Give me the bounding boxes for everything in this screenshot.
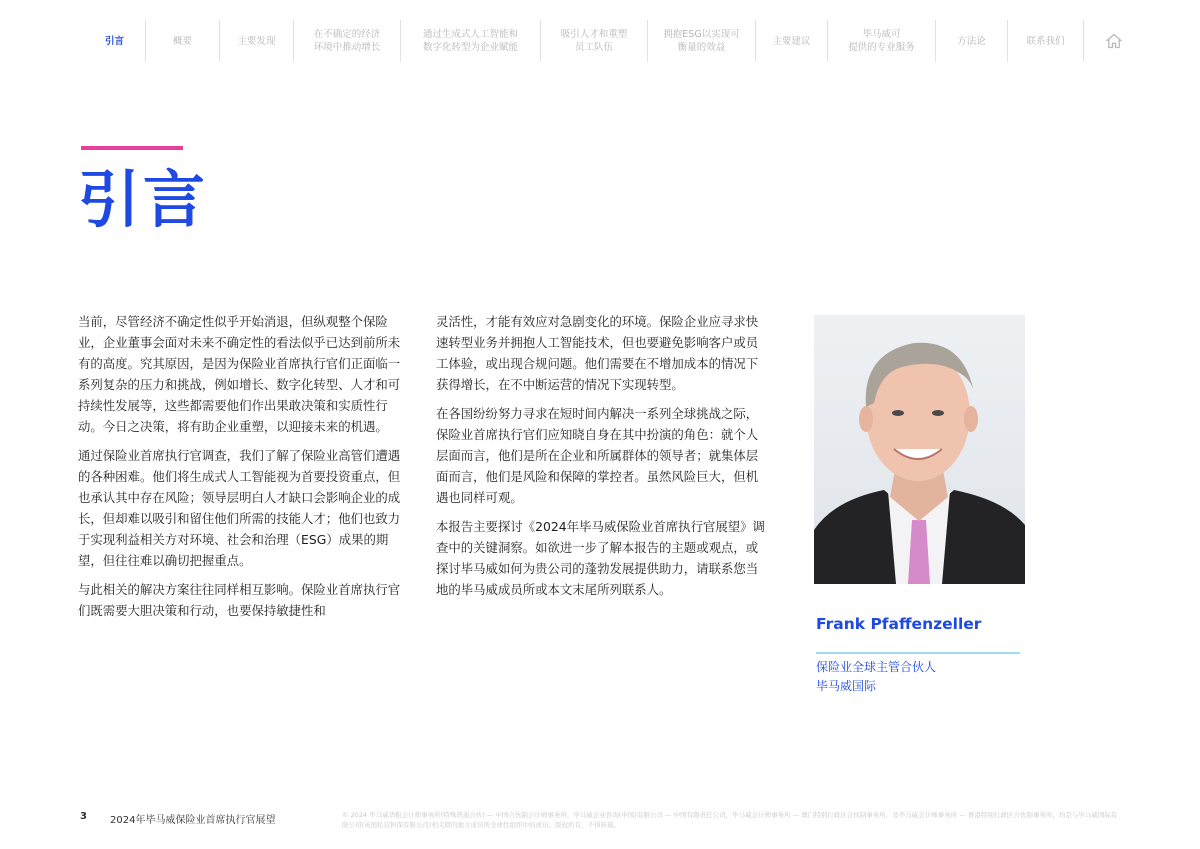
title-accent-bar xyxy=(81,146,183,150)
paragraph: 与此相关的解决方案往往同样相互影响。保险业首席执行官们既需要大胆决策和行动，也要保持敏捷性和 xyxy=(78,582,401,618)
portrait-photo xyxy=(814,315,1025,584)
profile-role xyxy=(816,658,936,696)
page-number: 3 xyxy=(80,811,87,822)
profile-role-title: 保险业全球主管合伙人 xyxy=(816,660,937,674)
footer-document-title: 2024年毕马威保险业首席执行官展望 xyxy=(110,815,276,826)
body-column-middle xyxy=(436,311,768,608)
nav-item-key-findings[interactable]: 主要发现 xyxy=(220,20,294,62)
nav-item-recommendations[interactable]: 主要建议 xyxy=(756,20,828,62)
paragraph: 本报告主要探讨《2024年毕马威保险业首席执行官展望》调查中的关键洞察。如欲进一步了解本报告的主题或观点，或探讨毕马威如何为贵公司的蓬勃发展提供助力，请联系您当地的毕马威成员所或本文末尾所列联系人。 xyxy=(436,519,765,597)
nav-item-contact[interactable]: 联系我们 xyxy=(1008,20,1084,62)
footer-legal-text: © 2024 毕马威华振会计师事务所(特殊普通合伙) — 中国合伙制会计师事务所，毕马威企业咨询(中国)有限公司 — 中国有限责任公司，毕马威会计师事务所 — 澳门特别行政区合伙制事务所，及毕马威会计师事务所 — 香港特别行政区合伙制事务所，均是与毕马威国际有限公司(英国私营担保有限公司)相关联的独立成员所全球性组织中的成员。版权所有，不得转载。 xyxy=(342,811,1118,829)
paragraph: 在各国纷纷努力寻求在短时间内解决一系列全球挑战之际，保险业首席执行官们应知晓自身在其中扮演的角色：就个人层面而言，他们是所在企业和所属群体的领导者；就集体层面而言，他们是风险和保障的掌控者。虽然风险巨大，但机遇也同样可观。 xyxy=(436,406,759,505)
home-button[interactable] xyxy=(1084,20,1144,62)
nav-item-introduction[interactable]: 引言 xyxy=(84,20,146,62)
body-column-left xyxy=(78,311,410,629)
home-icon xyxy=(1105,33,1123,49)
profile-divider xyxy=(816,652,1020,654)
paragraph: 当前，尽管经济不确定性似乎开始消退，但纵观整个保险业，企业董事会面对未来不确定性的看法似乎已达到前所未有的高度。究其原因，是因为保险业首席执行官们正面临一系列复杂的压力和挑战，例如增长、数字化转型、人才和可持续性发展等，这些都需要他们作出果敢决策和实质性行动。今日之决策，将有助企业重塑，以迎接未来的机遇。 xyxy=(78,314,401,434)
nav-item-talent[interactable]: 吸引人才和重塑 员工队伍 xyxy=(541,20,648,62)
nav-item-overview[interactable]: 概要 xyxy=(146,20,220,62)
nav-item-genai[interactable]: 通过生成式人工智能和 数字化转型为企业赋能 xyxy=(401,20,541,62)
nav-item-growth[interactable]: 在不确定的经济 环境中推动增长 xyxy=(294,20,401,62)
profile-organization: 毕马威国际 xyxy=(816,679,877,693)
profile-name: Frank Pfaffenzeller xyxy=(816,615,982,633)
paragraph: 通过保险业首席执行官调查，我们了解了保险业高管们遭遇的各种困难。他们将生成式人工智能视为首要投资重点，但也承认其中存在风险；领导层明白人才缺口会影响企业的成长，但却难以吸引和留住他们所需的技能人才；他们也致力于实现利益相关方对环境、社会和治理（ESG）成果的期望，但往往难以确切把握重点。 xyxy=(78,448,401,568)
nav-item-esg[interactable]: 拥抱ESG以实现可 衡量的效益 xyxy=(648,20,756,62)
paragraph: 灵活性，才能有效应对急剧变化的环境。保险企业应寻求快速转型业务并拥抱人工智能技术，但也要避免影响客户或员工体验，或出现合规问题。他们需要在不增加成本的情况下获得增长，在不中断运营的情况下实现转型。 xyxy=(436,314,759,392)
page-title: 引言 xyxy=(78,163,209,236)
nav-item-methodology[interactable]: 方法论 xyxy=(936,20,1008,62)
top-navigation xyxy=(84,20,1144,62)
nav-item-services[interactable]: 毕马威可 提供的专业服务 xyxy=(828,20,936,62)
